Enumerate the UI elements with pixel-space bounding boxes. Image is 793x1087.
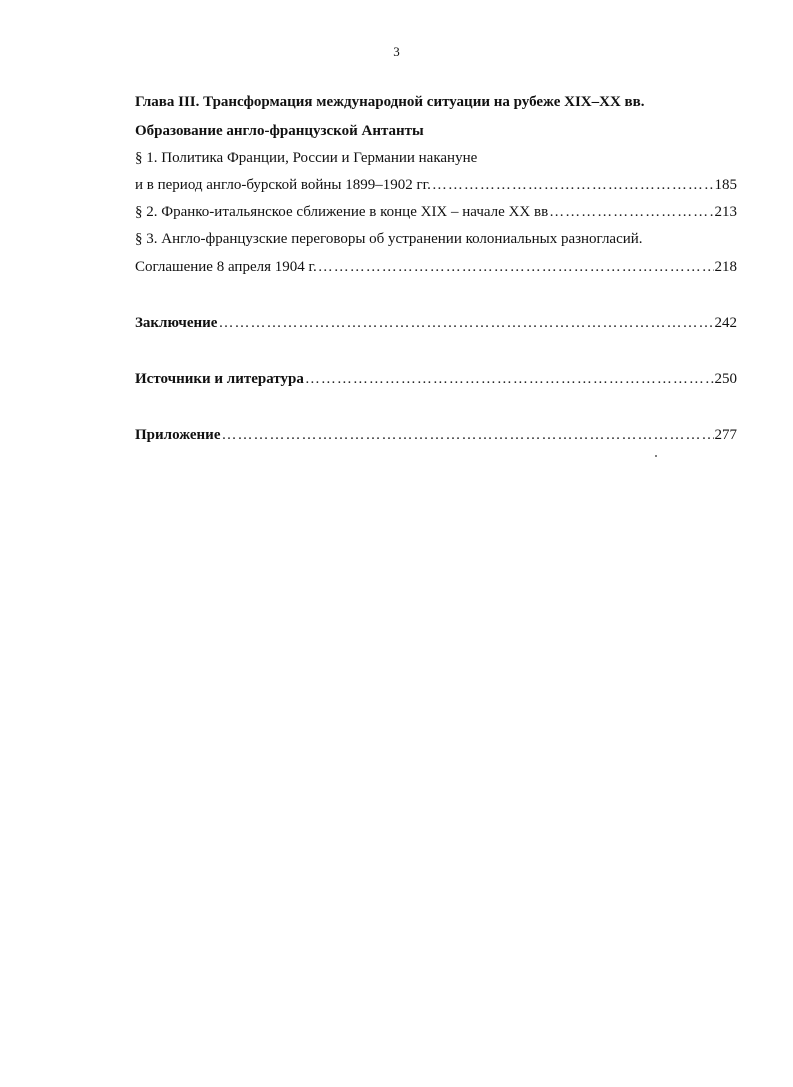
section-3-title: § 3. Англо-французские переговоры об устранении колониальных разногласий. (135, 231, 643, 247)
appendix-page: 277 (714, 427, 737, 443)
leader-dots (218, 313, 713, 333)
appendix-label: Приложение (135, 427, 221, 443)
leader-dots (221, 425, 713, 445)
toc-entry-section-2 (135, 202, 737, 222)
toc-entry-section-3 (135, 257, 737, 277)
section-3-page: 218 (714, 259, 737, 275)
toc-entry-conclusion (135, 313, 737, 333)
page-number: 3 (393, 44, 400, 59)
toc-entry-appendix (135, 425, 737, 445)
section-2-page: 213 (714, 204, 737, 220)
leader-dots (432, 175, 714, 195)
toc-entry-sources (135, 369, 737, 389)
leader-dots (305, 369, 714, 389)
section-1-subtitle: и в период англо-бурской войны 1899–1902 гг. (135, 177, 431, 193)
toc-entry-section-1 (135, 175, 737, 195)
section-3-subtitle: Соглашение 8 апреля 1904 г. (135, 259, 317, 275)
conclusion-label: Заключение (135, 315, 218, 331)
leader-dots (318, 257, 714, 277)
sources-page: 250 (714, 371, 737, 387)
section-1-page: 185 (714, 177, 737, 193)
conclusion-page: 242 (714, 315, 737, 331)
section-2-title: § 2. Франко-итальянское сближение в конце XIX – начале XX вв (135, 204, 549, 220)
scan-speck (655, 455, 657, 457)
chapter-title-line1: Глава III. Трансформация международной ситуации на рубеже XIX–XX вв. (135, 94, 645, 110)
chapter-title-line2: Образование англо-французской Антанты (135, 123, 424, 139)
leader-dots (549, 202, 713, 222)
sources-label: Источники и литература (135, 371, 304, 387)
section-1-title: § 1. Политика Франции, России и Германии накануне (135, 150, 478, 166)
